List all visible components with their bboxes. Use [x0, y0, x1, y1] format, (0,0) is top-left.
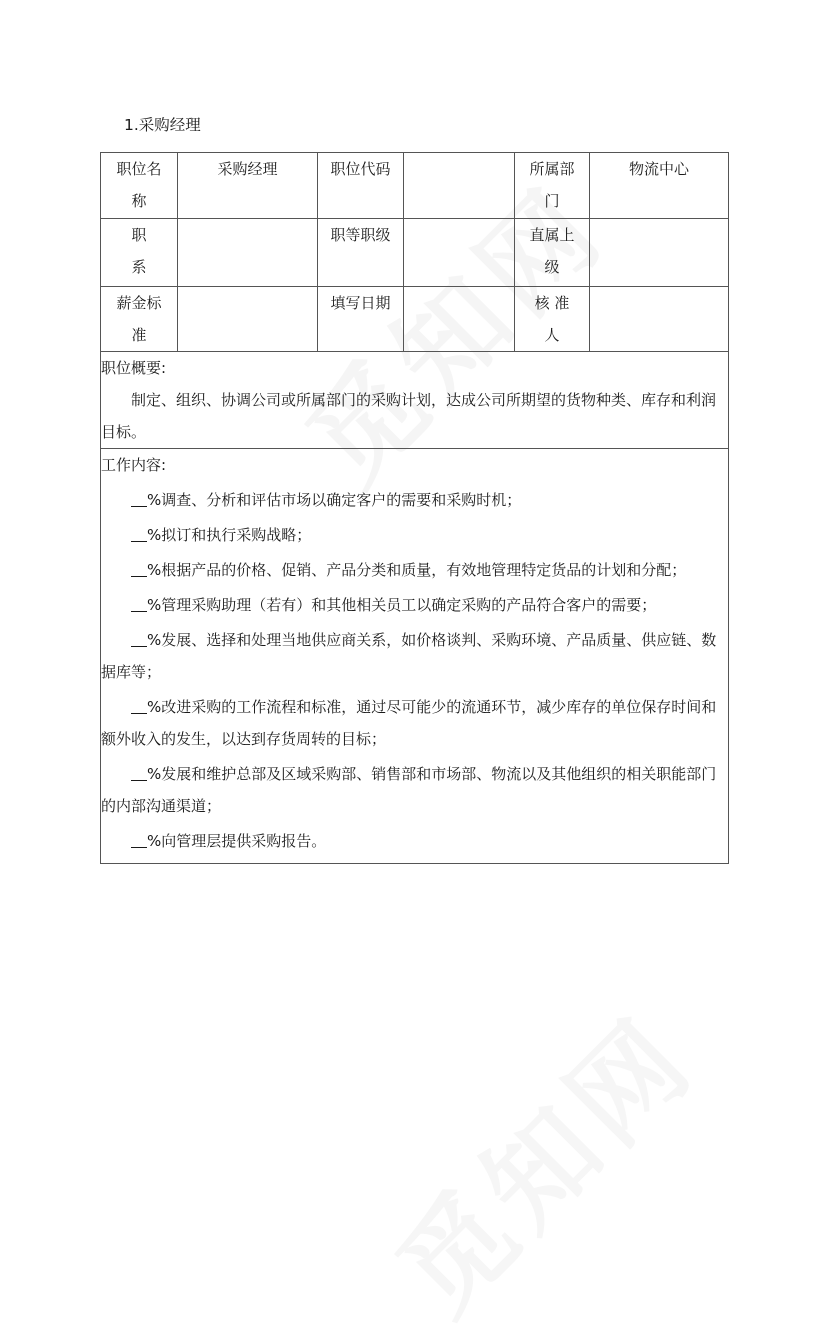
percent-blank	[131, 593, 147, 612]
duty-text: %拟订和执行采购战略；	[147, 526, 312, 544]
percent-blank	[131, 829, 147, 848]
value-cell	[404, 153, 515, 219]
percent-blank	[131, 488, 147, 507]
label-line: 级	[544, 258, 560, 276]
table-row	[101, 287, 729, 352]
label-cell	[101, 219, 178, 287]
value-cell	[590, 287, 729, 352]
label-line: 系	[131, 258, 147, 276]
duty-item	[101, 519, 728, 551]
percent-blank	[131, 523, 147, 542]
duty-item	[101, 825, 728, 857]
percent-blank	[131, 695, 147, 714]
summary-text: 制定、组织、协调公司或所属部门的采购计划，达成公司所期望的货物种类、库存和利润目标。	[101, 391, 717, 441]
value-cell: 物流中心	[590, 153, 729, 219]
value-cell: 采购经理	[178, 153, 318, 219]
duty-item	[101, 758, 728, 822]
table-row	[101, 449, 729, 864]
label-line: 职位名	[116, 160, 162, 178]
label-line: 薪金标	[116, 294, 162, 312]
label-cell	[515, 219, 590, 287]
label-line: 所属部	[529, 160, 575, 178]
value-cell	[178, 219, 318, 287]
label-line: 人	[544, 326, 560, 344]
label-line: 职	[131, 226, 147, 244]
duty-text: %调查、分析和评估市场以确定客户的需要和采购时机；	[147, 491, 522, 509]
label-cell	[515, 153, 590, 219]
duty-item	[101, 691, 728, 755]
percent-blank	[131, 628, 147, 647]
label-cell	[515, 287, 590, 352]
label-cell: 职位代码	[318, 153, 404, 219]
table-row	[101, 219, 729, 287]
label-line: 直属上	[529, 226, 575, 244]
summary-heading: 职位概要:	[101, 359, 167, 377]
duty-text: %改进采购的工作流程和标准，通过尽可能少的流通环节，减少库存的单位保存时间和额外收入的发生，以达到存货周转的目标；	[101, 698, 717, 748]
summary-cell	[101, 352, 729, 449]
value-cell	[178, 287, 318, 352]
table-row	[101, 153, 729, 219]
duty-item	[101, 624, 728, 688]
duty-item	[101, 589, 728, 621]
duties-heading: 工作内容:	[101, 456, 167, 474]
duties-cell	[101, 449, 729, 864]
duty-item	[101, 554, 728, 586]
label-cell: 职等职级	[318, 219, 404, 287]
value-cell	[404, 287, 515, 352]
job-description-table	[100, 152, 729, 864]
duty-text: %根据产品的价格、促销、产品分类和质量，有效地管理特定货品的计划和分配；	[147, 561, 687, 579]
label-line: 核 准	[534, 294, 570, 312]
duty-item	[101, 484, 728, 516]
duty-text: %管理采购助理（若有）和其他相关员工以确定采购的产品符合客户的需要；	[147, 596, 657, 614]
value-cell	[404, 219, 515, 287]
duty-text: %向管理层提供采购报告。	[147, 832, 327, 850]
table-row	[101, 352, 729, 449]
label-line: 准	[131, 326, 147, 344]
percent-blank	[131, 762, 147, 781]
label-cell: 填写日期	[318, 287, 404, 352]
watermark-bottom	[357, 976, 723, 1342]
duty-text: %发展、选择和处理当地供应商关系，如价格谈判、采购环境、产品质量、供应链、数据库等；	[101, 631, 717, 681]
label-cell	[101, 153, 178, 219]
label-line: 称	[131, 192, 147, 210]
label-cell	[101, 287, 178, 352]
section-title: 1.采购经理	[124, 116, 201, 134]
duty-text: %发展和维护总部及区域采购部、销售部和市场部、物流以及其他组织的相关职能部门的内部沟通渠道；	[101, 765, 717, 815]
label-line: 门	[544, 192, 560, 210]
percent-blank	[131, 558, 147, 577]
value-cell	[590, 219, 729, 287]
